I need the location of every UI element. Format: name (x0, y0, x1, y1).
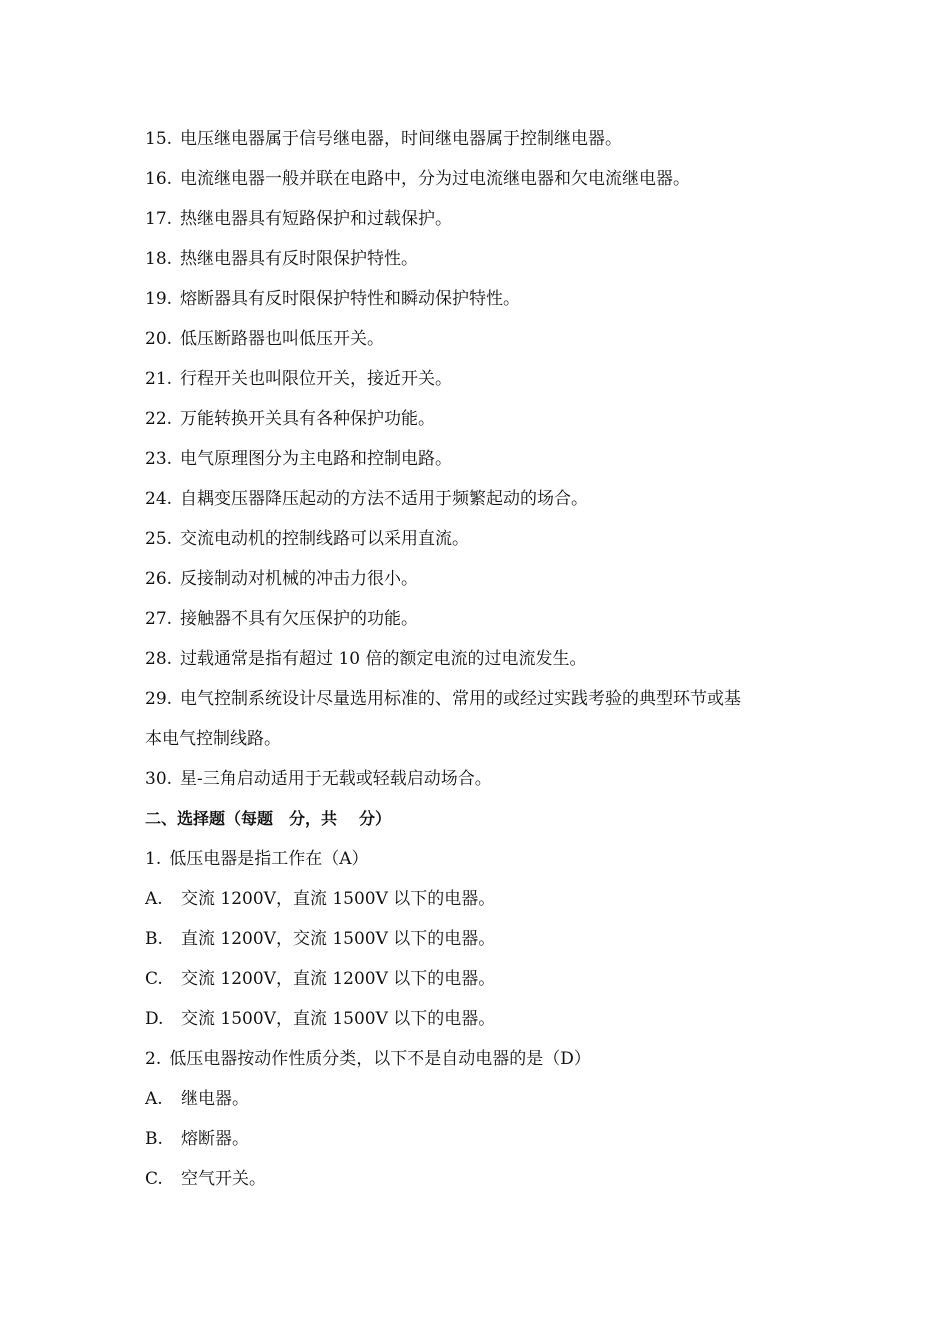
statement-18: 18. 热继电器具有反时限保护特性。 (145, 249, 419, 269)
statement-29: 29. 电气控制系统设计尽量选用标准的、常用的或经过实践考验的典型环节或基 (145, 689, 742, 709)
question-2-option-c: C. 空气开关。 (145, 1169, 266, 1189)
statement-21: 21. 行程开关也叫限位开关，接近开关。 (145, 369, 453, 389)
question-2-option-a: A. 继电器。 (145, 1089, 249, 1109)
statement-17: 17. 热继电器具有短路保护和过载保护。 (145, 209, 453, 229)
statement-27: 27. 接触器不具有欠压保护的功能。 (145, 609, 419, 629)
statement-19: 19. 熔断器具有反时限保护特性和瞬动保护特性。 (145, 289, 521, 309)
statement-15: 15. 电压继电器属于信号继电器，时间继电器属于控制继电器。 (145, 129, 623, 149)
statement-20: 20. 低压断路器也叫低压开关。 (145, 329, 385, 349)
statement-22: 22. 万能转换开关具有各种保护功能。 (145, 409, 436, 429)
question-1-option-c: C. 交流 1200V，直流 1200V 以下的电器。 (145, 969, 496, 989)
question-1-option-b: B. 直流 1200V，交流 1500V 以下的电器。 (145, 929, 496, 949)
statement-28: 28. 过载通常是指有超过 10 倍的额定电流的过电流发生。 (145, 649, 587, 669)
question-2-option-b: B. 熔断器。 (145, 1129, 249, 1149)
question-1-option-a: A. 交流 1200V，直流 1500V 以下的电器。 (145, 889, 496, 909)
question-2: 2. 低压电器按动作性质分类，以下不是自动电器的是（D） (145, 1049, 591, 1069)
statement-26: 26. 反接制动对机械的冲击力很小。 (145, 569, 419, 589)
statement-25: 25. 交流电动机的控制线路可以采用直流。 (145, 529, 470, 549)
question-1: 1. 低压电器是指工作在（A） (145, 849, 369, 869)
statement-16: 16. 电流继电器一般并联在电路中，分为过电流继电器和欠电流继电器。 (145, 169, 691, 189)
statement-24: 24. 自耦变压器降压起动的方法不适用于频繁起动的场合。 (145, 489, 589, 509)
question-1-option-d: D. 交流 1500V，直流 1500V 以下的电器。 (145, 1009, 496, 1029)
statement-29-continued: 本电气控制线路。 (145, 729, 281, 749)
statement-30: 30. 星-三角启动适用于无载或轻载启动场合。 (145, 769, 492, 789)
statement-23: 23. 电气原理图分为主电路和控制电路。 (145, 449, 453, 469)
section-heading-multiple-choice: 二、选择题（每题 分，共 分） (145, 809, 392, 828)
